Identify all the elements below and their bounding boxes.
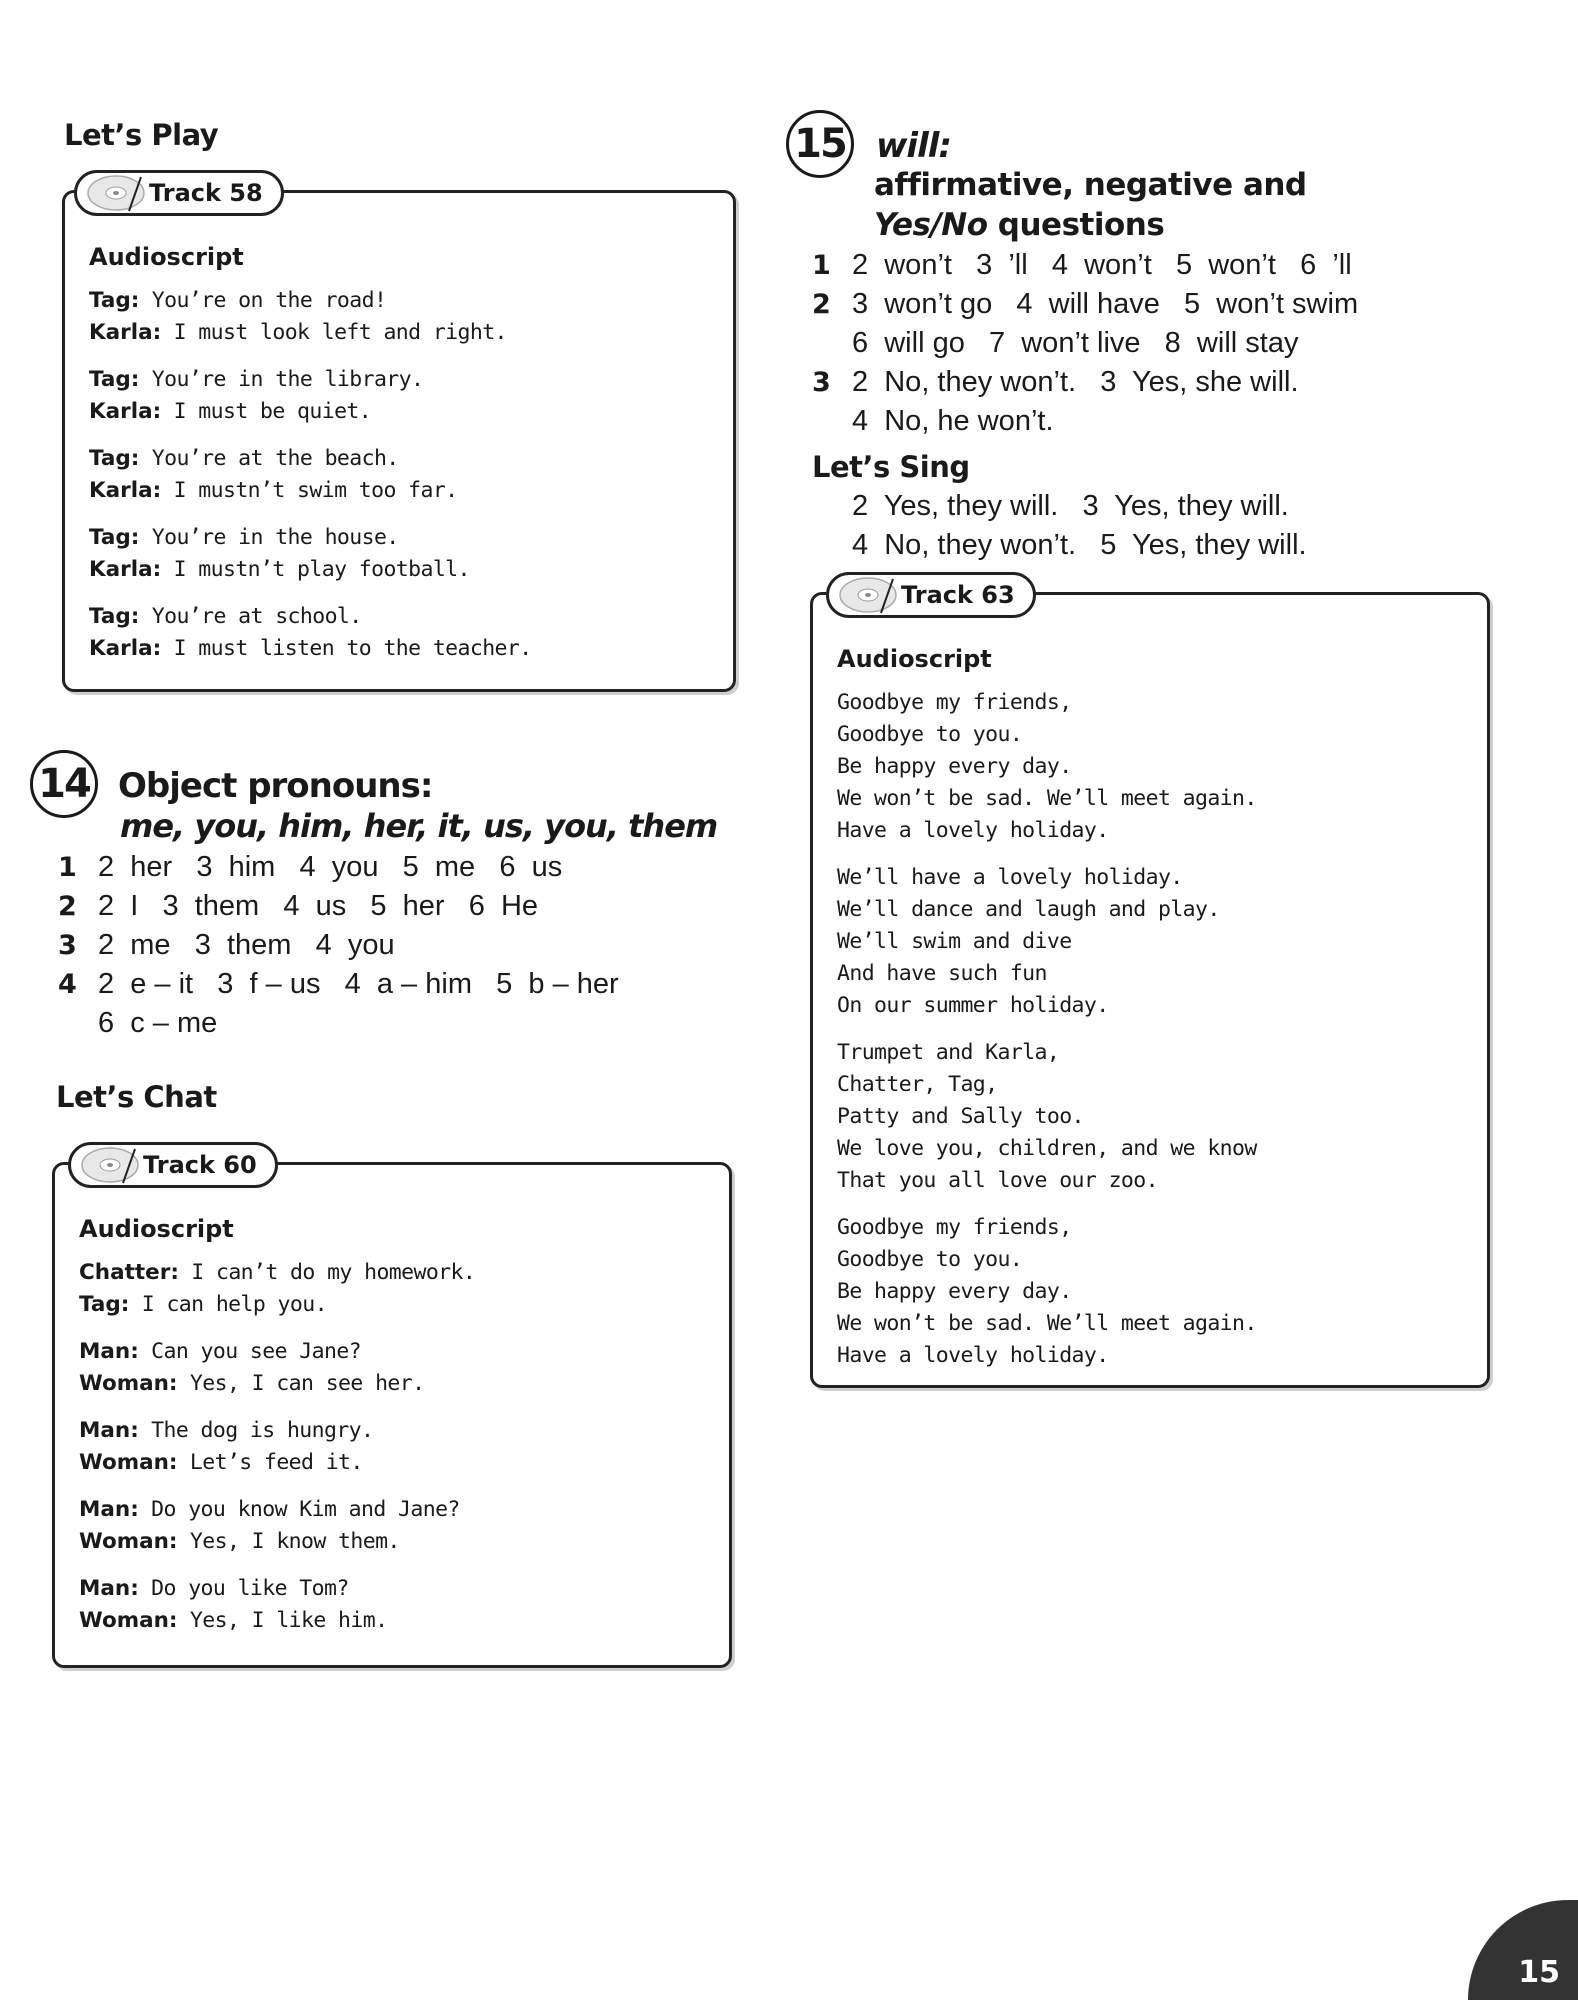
answer-line: 2 her 3 him 4 you 5 me 6 us	[98, 851, 563, 883]
lets-sing-answers	[852, 487, 1452, 565]
dialogue-text: You’re on the road!	[151, 288, 387, 313]
dialogue-line	[79, 1336, 709, 1368]
answer-item	[58, 965, 678, 1043]
dialogue-line	[79, 1526, 709, 1558]
answer-lines	[852, 285, 1432, 363]
song-stanza	[837, 1212, 1467, 1372]
dialogue-exchange	[89, 522, 713, 586]
lyric-line: Patty and Sally too.	[837, 1104, 1084, 1129]
audioscript-title: Audioscript	[89, 243, 244, 271]
exercise-number: 2	[812, 289, 831, 320]
dialogue-line	[89, 475, 713, 507]
song-stanza	[837, 862, 1467, 1022]
dialogue-text: You’re in the house.	[151, 525, 399, 550]
dialogue-text: Do you know Kim and Jane?	[151, 1497, 460, 1522]
dialogue-line	[79, 1368, 709, 1400]
speaker-name: Tag:	[79, 1292, 130, 1317]
answer-lines	[98, 848, 678, 887]
speaker-name: Karla:	[89, 478, 162, 503]
page-number: 15	[1518, 1955, 1560, 1990]
track-label: Track 63	[901, 581, 1015, 609]
speaker-name: Man:	[79, 1576, 139, 1601]
speaker-name: Woman:	[79, 1608, 178, 1633]
lyric-line: Goodbye to you.	[837, 722, 1023, 747]
dialogue-line	[89, 317, 713, 349]
lyric-line: We won’t be sad. We’ll meet again.	[837, 1311, 1257, 1336]
answer-lines	[852, 246, 1432, 285]
answer-item	[812, 246, 1432, 285]
cd-icon	[837, 575, 899, 615]
answer-line: 2 me 3 them 4 you	[98, 929, 395, 961]
dialogue-text: I mustn’t swim too far.	[173, 478, 458, 503]
dialogue-exchange	[79, 1257, 709, 1321]
answer-line: 4 No, he won’t.	[852, 405, 1054, 437]
lets-chat-heading: Let’s Chat	[56, 1080, 217, 1114]
dialogue-text: I must look left and right.	[173, 320, 507, 345]
dialogue-exchange	[79, 1415, 709, 1479]
answer-lines	[98, 926, 678, 965]
lyric-line: We won’t be sad. We’ll meet again.	[837, 786, 1257, 811]
dialogue-exchange	[89, 601, 713, 665]
dialogue-text: The dog is hungry.	[151, 1418, 374, 1443]
unit-15-subtitle-line2	[874, 206, 1164, 245]
dialogue-line	[79, 1447, 709, 1479]
speaker-name: Woman:	[79, 1371, 178, 1396]
lets-sing-audiobox	[810, 592, 1490, 1388]
track-63-tab	[826, 572, 1036, 618]
answer-line: 2 Yes, they will. 3 Yes, they will.	[852, 490, 1289, 522]
dialogue-exchange	[79, 1494, 709, 1558]
speaker-name: Karla:	[89, 399, 162, 424]
answer-item	[812, 285, 1432, 363]
song-stanza	[837, 687, 1467, 847]
lyric-line: That you all love our zoo.	[837, 1168, 1158, 1193]
answer-item	[58, 926, 678, 965]
dialogue-line	[89, 633, 713, 665]
exercise-number: 1	[58, 852, 77, 883]
dialogue-line	[79, 1605, 709, 1637]
dialogue-text: Do you like Tom?	[151, 1576, 349, 1601]
dialogue-text: Yes, I like him.	[189, 1608, 388, 1633]
dialogue-line	[89, 554, 713, 586]
answer-line: 4 No, they won’t. 5 Yes, they will.	[852, 529, 1307, 561]
speaker-name: Man:	[79, 1418, 139, 1443]
answer-lines	[98, 965, 678, 1043]
dialogue-text: You’re in the library.	[151, 367, 424, 392]
dialogue-text: You’re at school.	[151, 604, 362, 629]
speaker-name: Chatter:	[79, 1260, 179, 1285]
song-lyrics	[837, 687, 1467, 1372]
answer-item	[58, 887, 678, 926]
dialogue-text: I can help you.	[141, 1292, 327, 1317]
cd-icon	[79, 1145, 141, 1185]
lyric-line: We love you, children, and we know	[837, 1136, 1257, 1161]
dialogue-line	[79, 1415, 709, 1447]
exercise-number: 2	[58, 891, 77, 922]
answer-item	[58, 848, 678, 887]
dialogue-line	[89, 601, 713, 633]
unit-15-answers	[812, 246, 1432, 441]
lyric-line: Trumpet and Karla,	[837, 1040, 1060, 1065]
answer-lines	[852, 363, 1432, 441]
lyric-line: Have a lovely holiday.	[837, 818, 1109, 843]
dialogue-line	[89, 443, 713, 475]
audioscript-title: Audioscript	[79, 1215, 234, 1243]
speaker-name: Man:	[79, 1497, 139, 1522]
audioscript-title: Audioscript	[837, 645, 992, 673]
track-label: Track 58	[149, 179, 263, 207]
exercise-number: 1	[812, 250, 831, 281]
dialogue-text: I must be quiet.	[173, 399, 372, 424]
dialogue-line	[89, 522, 713, 554]
dialogue-exchange	[79, 1573, 709, 1637]
lyric-line: On our summer holiday.	[837, 993, 1109, 1018]
dialogue-exchange	[79, 1336, 709, 1400]
lyric-line: Goodbye my friends,	[837, 690, 1072, 715]
exercise-number: 3	[812, 367, 831, 398]
dialogue-text: Let’s feed it.	[189, 1450, 363, 1475]
lyric-line: Have a lovely holiday.	[837, 1343, 1109, 1368]
lets-chat-script	[79, 1257, 709, 1637]
dialogue-text: I mustn’t play football.	[173, 557, 470, 582]
lyric-line: And have such fun	[837, 961, 1047, 986]
unit-15-subtitle-italic: Yes/No	[874, 207, 988, 243]
unit-15-subtitle-rest: questions	[987, 207, 1165, 243]
answer-line: 2 won’t 3 ’ll 4 won’t 5 won’t 6 ’ll	[852, 249, 1352, 281]
answer-lines	[98, 887, 678, 926]
dialogue-line	[79, 1494, 709, 1526]
dialogue-text: I must listen to the teacher.	[173, 636, 532, 661]
lets-sing-heading: Let’s Sing	[812, 450, 970, 484]
dialogue-exchange	[89, 443, 713, 507]
dialogue-text: Can you see Jane?	[151, 1339, 362, 1364]
dialogue-text: You’re at the beach.	[151, 446, 399, 471]
speaker-name: Woman:	[79, 1529, 178, 1554]
dialogue-line	[79, 1573, 709, 1605]
lets-chat-audiobox	[52, 1162, 732, 1668]
speaker-name: Tag:	[89, 446, 140, 471]
lets-play-audiobox	[62, 190, 736, 692]
track-58-tab	[74, 170, 284, 216]
answer-line: 3 won’t go 4 will have 5 won’t swim	[852, 288, 1359, 320]
lyric-line: Goodbye to you.	[837, 1247, 1023, 1272]
lets-play-script	[89, 285, 713, 665]
speaker-name: Tag:	[89, 604, 140, 629]
speaker-name: Woman:	[79, 1450, 178, 1475]
unit-15-number-badge: 15	[786, 110, 854, 178]
lyric-line: Chatter, Tag,	[837, 1072, 998, 1097]
lyric-line: Goodbye my friends,	[837, 1215, 1072, 1240]
speaker-name: Tag:	[89, 367, 140, 392]
lets-play-heading: Let’s Play	[64, 118, 219, 152]
unit-15-subtitle-line1: affirmative, negative and	[874, 167, 1307, 203]
dialogue-exchange	[89, 364, 713, 428]
lyric-line: Be happy every day.	[837, 1279, 1072, 1304]
unit-14-title: Object pronouns:	[118, 766, 433, 806]
dialogue-line	[79, 1257, 709, 1289]
dialogue-line	[89, 285, 713, 317]
lyric-line: We’ll dance and laugh and play.	[837, 897, 1220, 922]
lyric-line: Be happy every day.	[837, 754, 1072, 779]
speaker-name: Karla:	[89, 557, 162, 582]
lyric-line: We’ll have a lovely holiday.	[837, 865, 1183, 890]
answer-line: 2 e – it 3 f – us 4 a – him 5 b – her	[98, 968, 619, 1000]
speaker-name: Karla:	[89, 636, 162, 661]
speaker-name: Man:	[79, 1339, 139, 1364]
dialogue-line	[89, 396, 713, 428]
speaker-name: Tag:	[89, 288, 140, 313]
answer-item	[812, 363, 1432, 441]
answer-line: 6 will go 7 won’t live 8 will stay	[852, 327, 1299, 359]
song-stanza	[837, 1037, 1467, 1197]
dialogue-exchange	[89, 285, 713, 349]
answer-line: 6 c – me	[98, 1007, 218, 1039]
unit-15-title: will:	[876, 126, 951, 166]
unit-14-subtitle: me, you, him, her, it, us, you, them	[120, 807, 718, 845]
answer-line: 2 I 3 them 4 us 5 her 6 He	[98, 890, 539, 922]
speaker-name: Karla:	[89, 320, 162, 345]
dialogue-text: Yes, I can see her.	[189, 1371, 425, 1396]
dialogue-text: Yes, I know them.	[189, 1529, 400, 1554]
dialogue-line	[89, 364, 713, 396]
unit-14-answers	[58, 848, 678, 1043]
exercise-number: 3	[58, 930, 77, 961]
lyric-line: We’ll swim and dive	[837, 929, 1072, 954]
exercise-number: 4	[58, 969, 77, 1000]
speaker-name: Tag:	[89, 525, 140, 550]
answer-line: 2 No, they won’t. 3 Yes, she will.	[852, 366, 1299, 398]
unit-14-number-badge: 14	[30, 750, 98, 818]
dialogue-text: I can’t do my homework.	[191, 1260, 476, 1285]
cd-icon	[85, 173, 147, 213]
track-label: Track 60	[143, 1151, 257, 1179]
dialogue-line	[79, 1289, 709, 1321]
track-60-tab	[68, 1142, 278, 1188]
